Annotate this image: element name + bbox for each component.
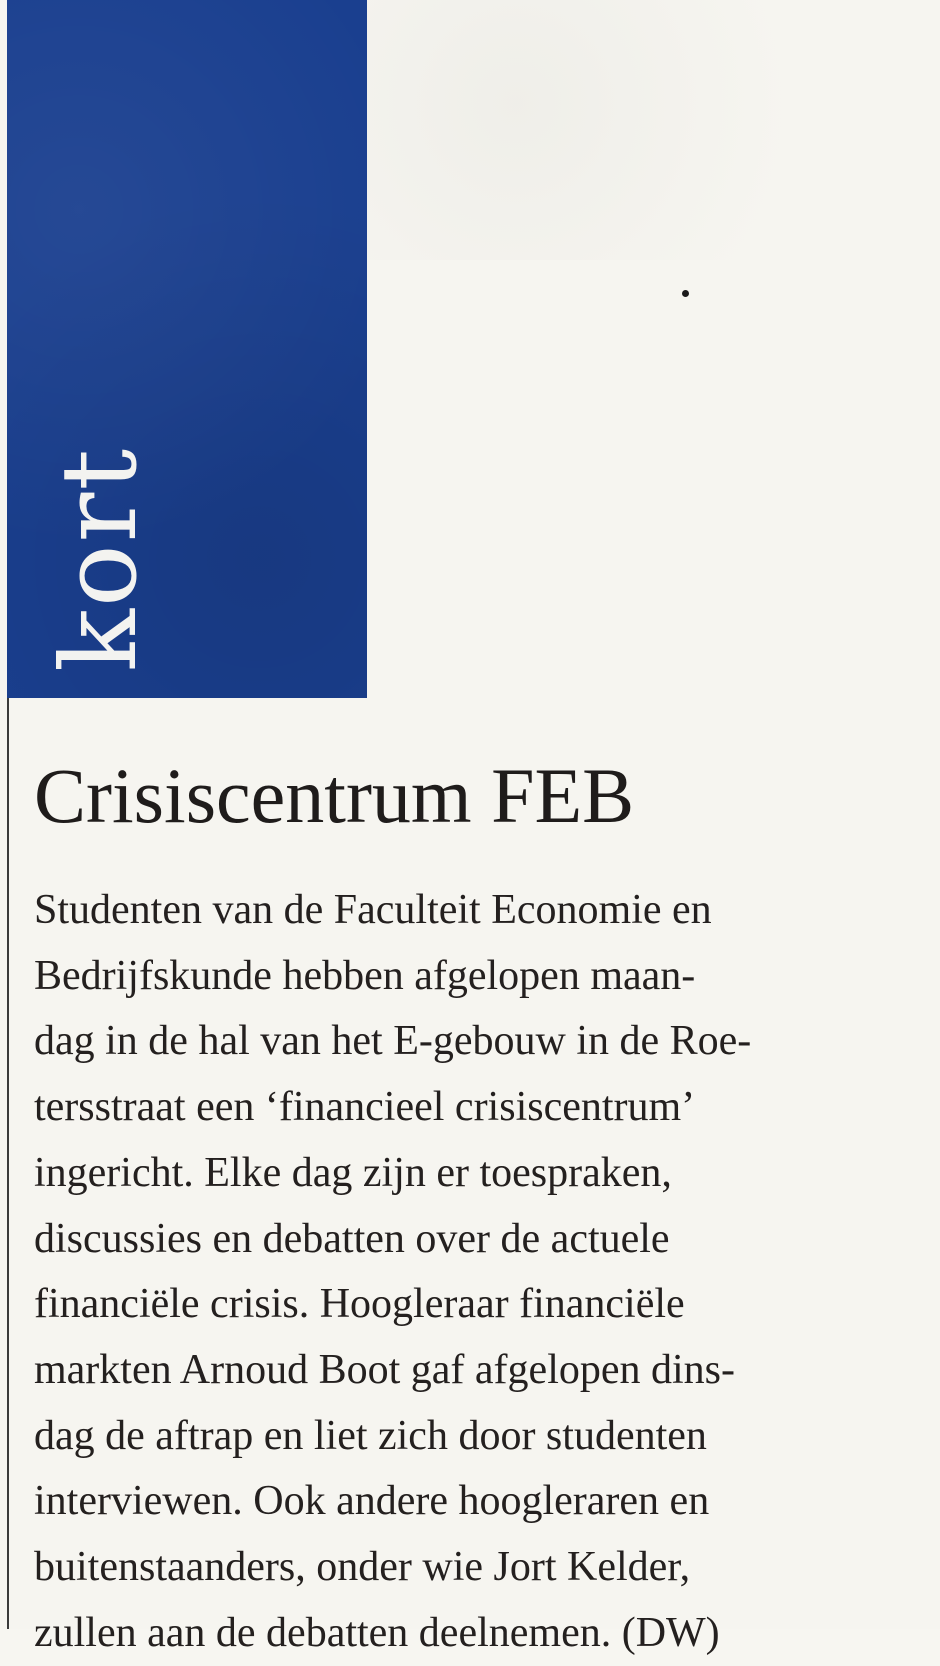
article-body: [34, 878, 914, 1666]
body-line: zullen aan de debatten deelnemen. (DW): [34, 1609, 720, 1656]
article-headline: Crisiscentrum FEB: [34, 752, 635, 839]
body-line: discussies en debatten over de actuele: [34, 1215, 670, 1262]
body-line: ingericht. Elke dag zijn er toespraken,: [34, 1149, 672, 1196]
body-line: dag de aftrap en liet zich door studenten: [34, 1412, 707, 1459]
paper-texture: [360, 0, 880, 260]
section-label: kort: [38, 446, 160, 672]
body-line: Studenten van de Faculteit Economie en: [34, 887, 712, 933]
body-line: financiële crisis. Hoogleraar financiële: [34, 1281, 685, 1328]
body-line: tersstraat een ‘financieel crisiscentrum’: [34, 1084, 696, 1131]
body-line: Bedrijfskunde hebben afgelopen maan-: [34, 952, 696, 999]
section-banner: [7, 0, 367, 698]
body-line: dag in de hal van het E-gebouw in de Roe-: [34, 1018, 752, 1065]
ink-speck: [682, 290, 689, 297]
body-line: interviewen. Ook andere hoogleraren en: [34, 1478, 710, 1525]
body-line: markten Arnoud Boot gaf afgelopen dins-: [34, 1346, 735, 1393]
column-rule: [7, 698, 9, 1629]
body-line: buitenstaanders, onder wie Jort Kelder,: [34, 1544, 691, 1591]
